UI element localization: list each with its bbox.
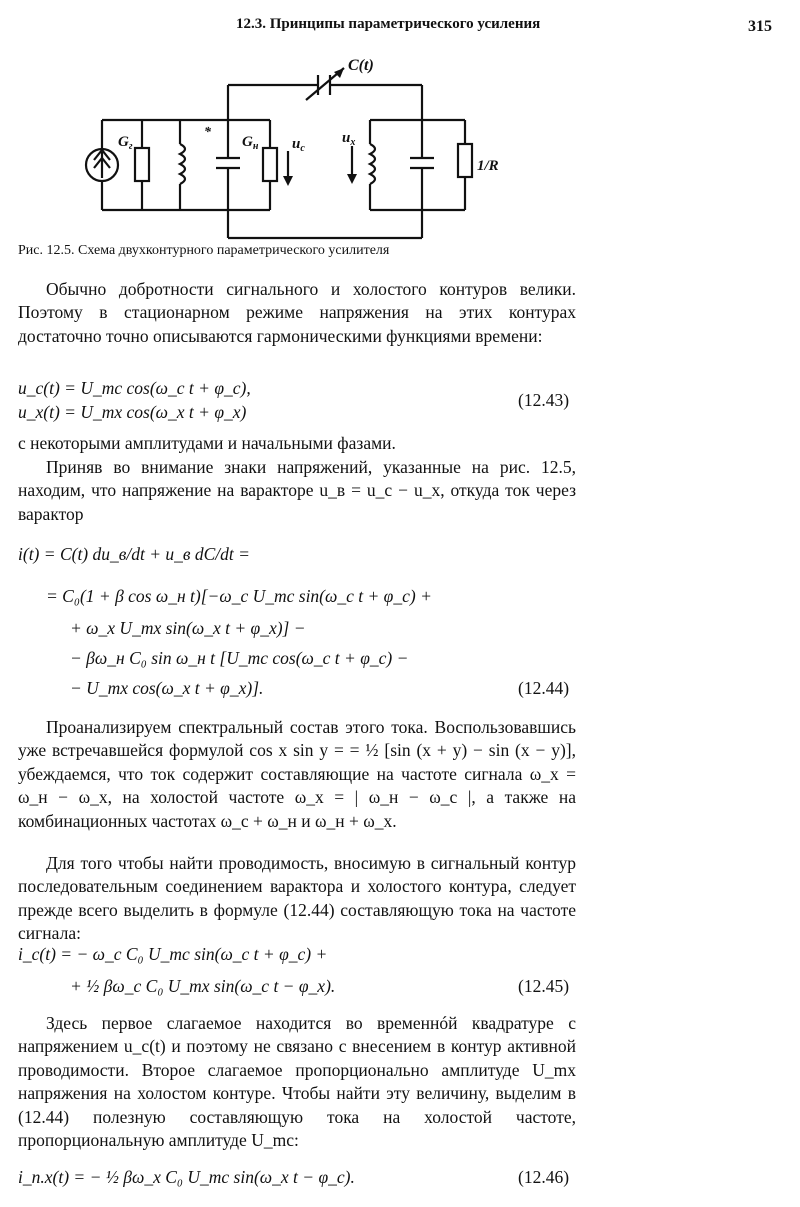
- generator-label: $G_г$: [118, 134, 133, 152]
- right-inductor: [370, 144, 375, 184]
- circuit-diagram: [70, 48, 520, 243]
- signal-voltage-label: $u_c$: [292, 136, 305, 154]
- page-number: 315: [748, 18, 772, 35]
- eq44-line5: − U_mх cos(ω_х t + φ_х)].: [70, 678, 264, 698]
- resistor-label: 1/R: [477, 158, 499, 174]
- capacitor-label: C(t): [348, 57, 374, 74]
- load-label: $G_н$: [242, 134, 259, 152]
- eq46-line1: i_п.х(t) = − ½ βω_х C₀ U_mс sin(ω_х t − φ_с).: [18, 1167, 355, 1187]
- load-resistor: [263, 148, 277, 181]
- eq44-line3: + ω_х U_mх sin(ω_х t + φ_х)] −: [70, 618, 306, 638]
- paragraph-6: Здесь первое слагаемое находится во временнóй квадратуре с напряжением u_с(t) и поэтому не связано с внесением в контур активной проводимости. Второе слагаемое пропорционально амплитуде U_mх напряжения на холостом контуре. Чтобы найти эту величину, выделим в (12.44) полезную составляющую тока на холостой частоте, пропорциональную амплитуде U_mс:: [18, 1013, 576, 1151]
- eq46-number: (12.46): [518, 1167, 570, 1187]
- eq43-line2: u_х(t) = U_mх cos(ω_х t + φ_х): [18, 402, 247, 422]
- idler-voltage-label: $u_x$: [342, 130, 356, 148]
- eq45-line1: i_с(t) = − ω_с C₀ U_mс sin(ω_с t + φ_с) +: [18, 944, 328, 964]
- eq45-line2: + ½ βω_с C₀ U_mх sin(ω_с t − φ_х).: [70, 976, 336, 996]
- paragraph-1: Обычно добротности сигнального и холостого контуров велики. Поэтому в стационарном режиме напряжения на этих контурах достаточно точно описываются гармоническими функциями времени:: [18, 279, 576, 346]
- left-inductor: [180, 144, 185, 184]
- eq44-line2: = C₀(1 + β cos ω_н t)[−ω_с U_mс sin(ω_с t + φ_с) +: [46, 586, 432, 606]
- generator-resistor: [135, 148, 149, 181]
- paragraph-4: Проанализируем спектральный состав этого тока. Воспользовавшись уже встречавшейся формулой cos x sin y = = ½ [sin (x + y) − sin (x − y)], убеждаемся, что ток содержит составляющие на частоте сигнала ω_х = ω_н − ω_х, на холостой частоте ω_х = | ω_н − ω_с |, а также на комбинационных частотах ω_с + ω_н и ω_н + ω_х.: [18, 717, 576, 831]
- idler-resistor: [458, 144, 472, 177]
- paragraph-5: Для того чтобы найти проводимость, вносимую в сигнальный контур последовательным соединением варактора и холостого контура, следует прежде всего выделить в формуле (12.44) составляющую тока на частоте сигнала:: [18, 853, 576, 944]
- figure-caption: Рис. 12.5. Схема двухконтурного параметрического усилителя: [18, 243, 390, 258]
- eq44-line1: i(t) = C(t) du_в/dt + u_в dC/dt =: [18, 544, 250, 564]
- eq44-number: (12.44): [518, 678, 570, 698]
- running-title: 12.3. Принципы параметрического усиления: [236, 16, 541, 32]
- eq45-number: (12.45): [518, 976, 570, 996]
- eq43-number: (12.43): [518, 390, 570, 410]
- eq44-line4: − βω_н C₀ sin ω_н t [U_mс cos(ω_с t + φ_с) −: [70, 648, 409, 668]
- star-label: *: [204, 125, 211, 140]
- paragraph-2: с некоторыми амплитудами и начальными фазами.: [18, 433, 396, 453]
- eq43-line1: u_с(t) = U_mс cos(ω_с t + φ_с),: [18, 378, 251, 398]
- paragraph-3: Приняв во внимание знаки напряжений, указанные на рис. 12.5, находим, что напряжение на варакторе u_в = u_с − u_х, откуда ток через варактор: [18, 457, 576, 524]
